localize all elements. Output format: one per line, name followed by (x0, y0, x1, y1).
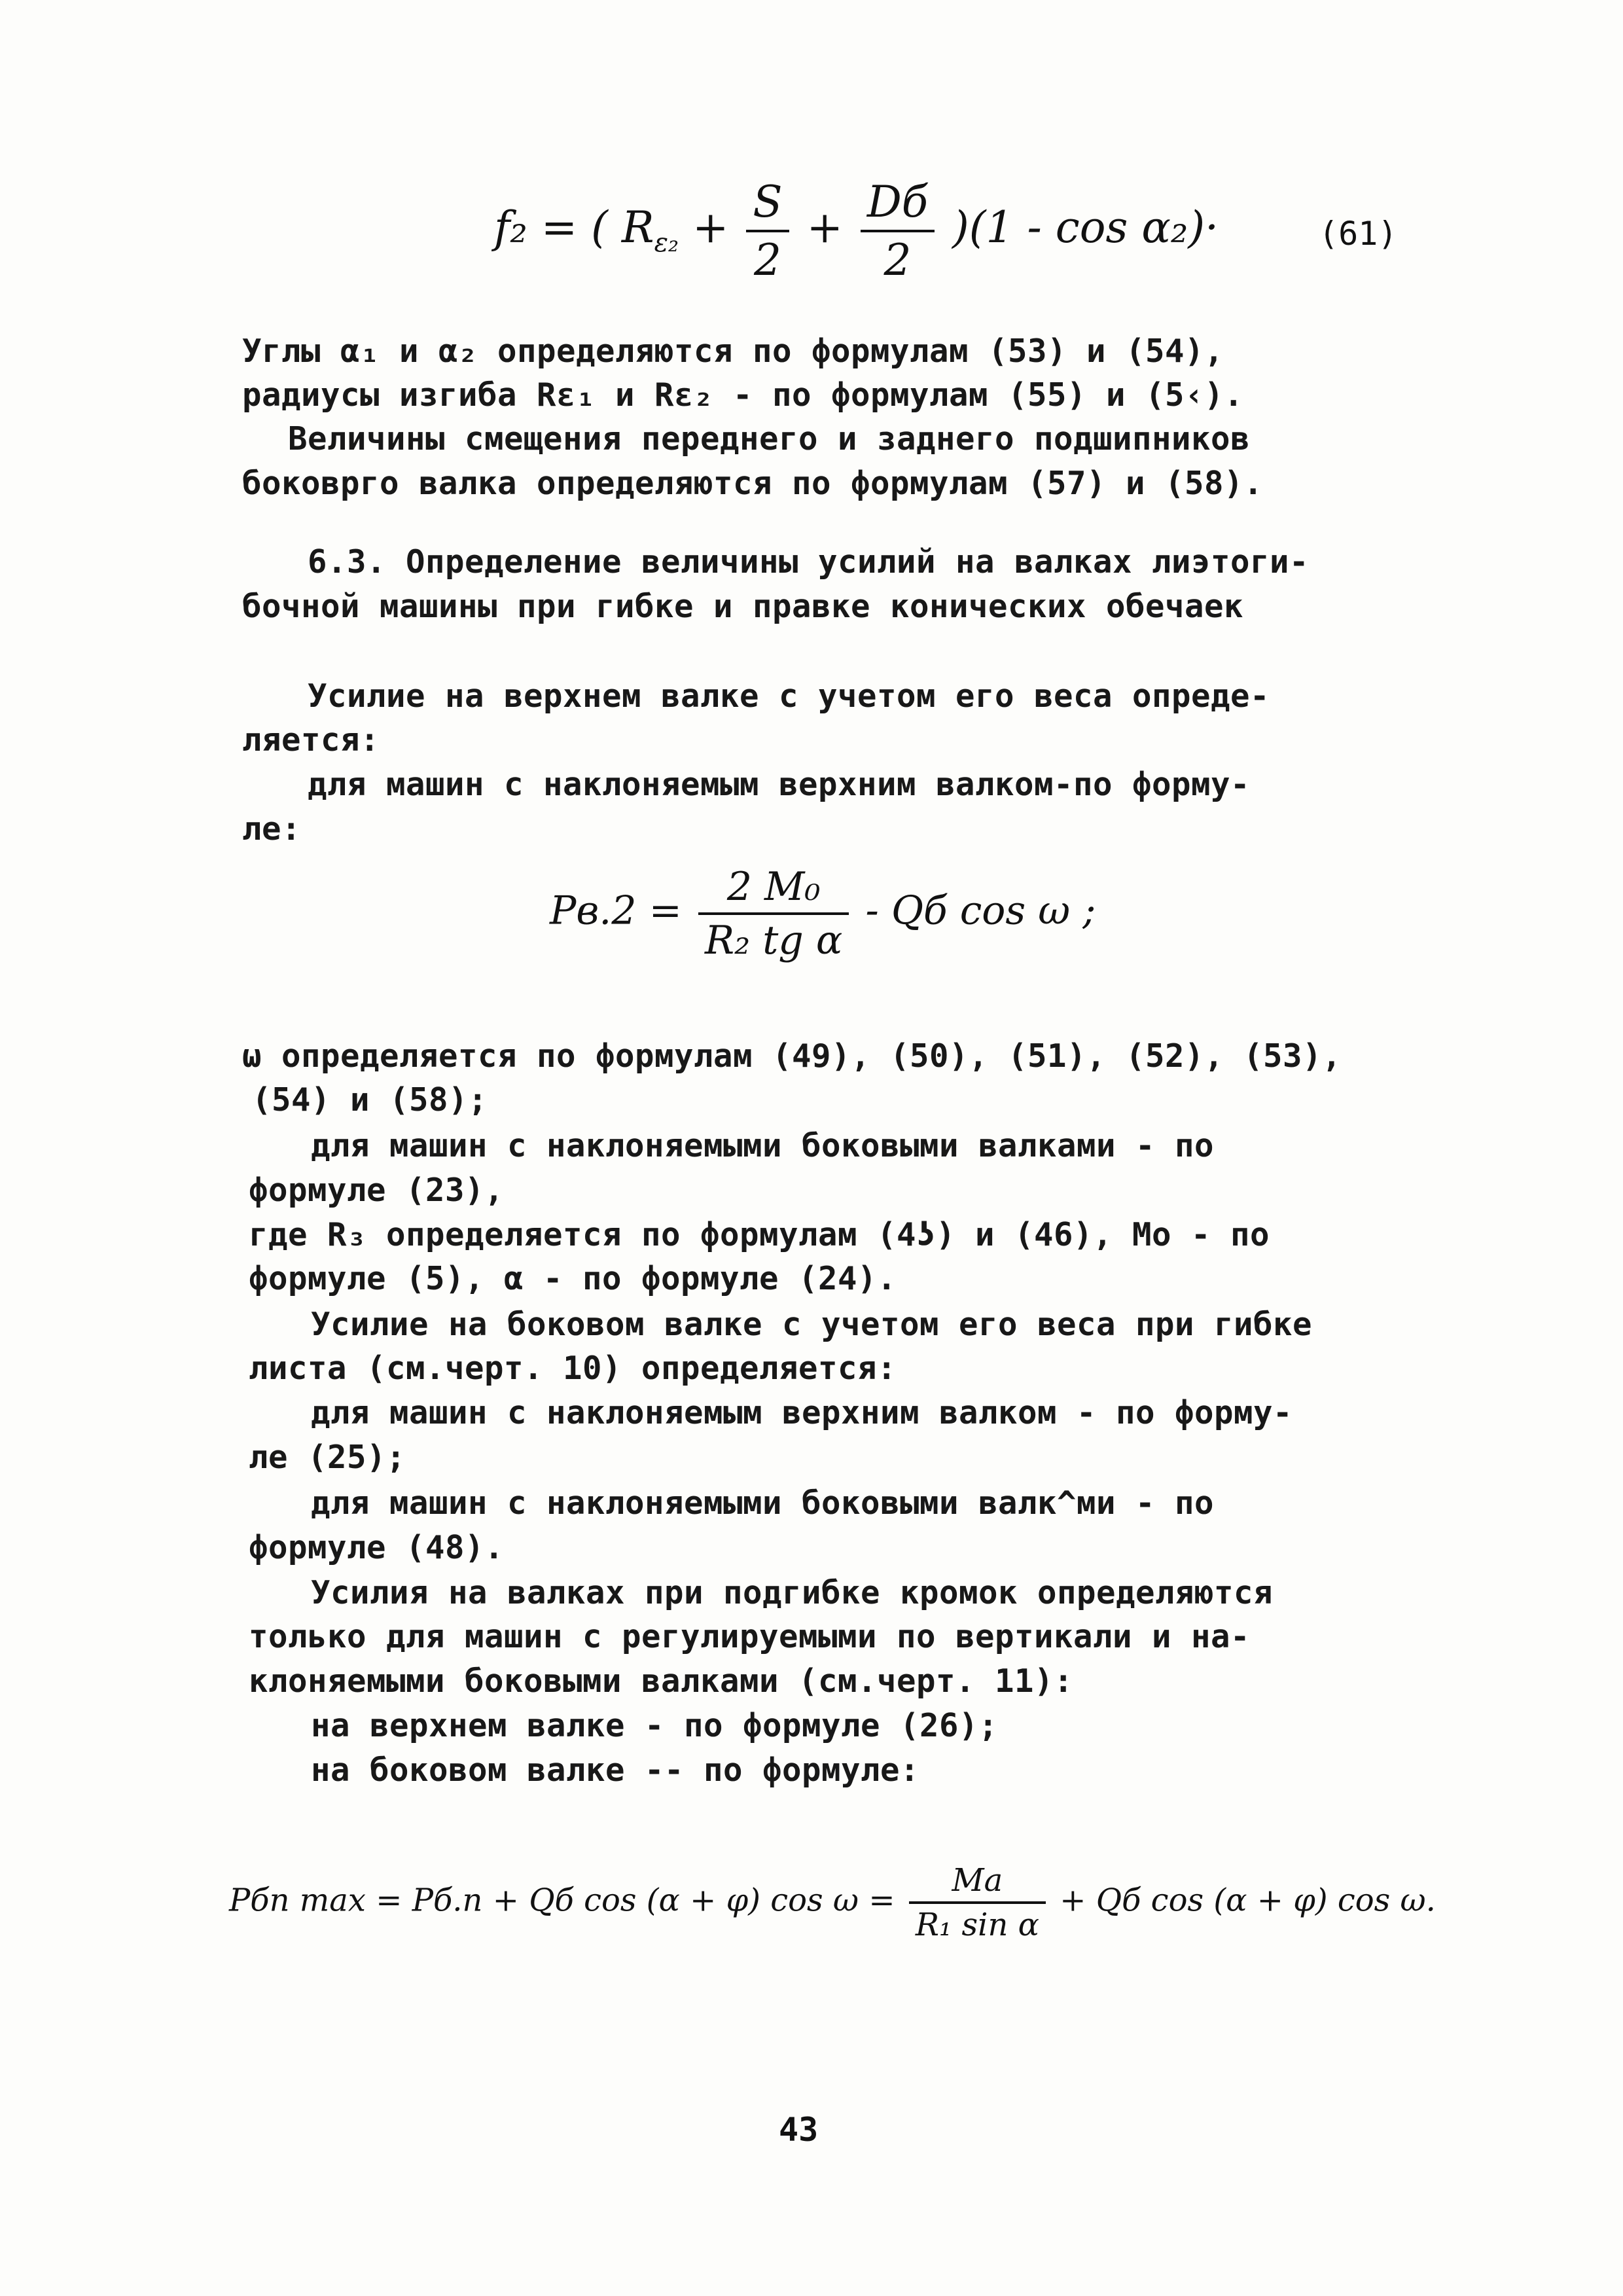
formula-61-plus2: + (806, 202, 843, 253)
section-heading-6-3-line-2: бочной машины при гибке и правке конических обечаек (242, 588, 1244, 625)
text-line-4: боковрго валка определяются по формулам (57) и (58). (242, 465, 1264, 502)
formula-61-lhs-sub: ε₂ (654, 228, 679, 259)
formula-pb-max-numerator: Mа (909, 1862, 1046, 1904)
text-line-25: клоняемыми боковыми валками (см.черт. 11): (249, 1662, 1074, 1700)
formula-61-number: (61) (1319, 215, 1398, 253)
text-line-8: ляется: (242, 721, 380, 759)
formula-61-fraction-2 (861, 177, 935, 285)
page-number: 43 (779, 2111, 819, 2149)
formula-61-frac2-denominator: 2 (883, 235, 912, 285)
text-line-18: листа (см.черт. 10) определяется: (249, 1350, 897, 1387)
text-line-16: формуле (5), α - по формуле (24). (249, 1260, 897, 1297)
formula-pb-max-lhs: Pбn max = Pб.n + Qб cos (α + φ) cos ω = (229, 1882, 895, 1919)
text-line-7: Усилие на верхнем валке с учетом его веса опреде- (308, 677, 1270, 715)
text-line-24: только для машин с регулируемыми по вертикали и на- (249, 1618, 1251, 1655)
formula-pb-max-denominator: R₁ sin α (915, 1907, 1040, 1943)
formula-pb-max-tail: + Qб cos (α + φ) cos ω. (1060, 1882, 1436, 1919)
text-line-14: формуле (23), (249, 1172, 505, 1209)
text-line-1: Углы α₁ и α₂ определяются по формулам (53) и (54), (242, 332, 1224, 370)
formula-pv2 (550, 864, 1096, 963)
formula-61-lhs: f₂ = ( R (494, 202, 654, 253)
text-line-12: (54) и (58); (252, 1081, 488, 1119)
formula-pv2-numerator: 2 M₀ (698, 864, 849, 915)
text-line-26: на верхнем валке - по формуле (26); (311, 1707, 999, 1744)
formula-61-plus1: + (692, 202, 729, 253)
formula-61-fraction-1 (746, 177, 789, 285)
formula-pv2-fraction (698, 864, 849, 963)
text-line-19: для машин с наклоняемым верхним валком - по форму- (311, 1394, 1293, 1431)
formula-61-frac2-numerator: Dб (861, 177, 935, 232)
formula-pv2-tail: - Qб cos ω ; (865, 888, 1096, 934)
text-line-23: Усилия на валках при подгибке кромок определяются (311, 1574, 1274, 1611)
text-line-9: для машин с наклоняемым верхним валком-по форму- (308, 766, 1251, 803)
formula-pv2-denominator: R₂ tg α (704, 918, 843, 963)
text-line-17: Усилие на боковом валке с учетом его веса при гибке (311, 1306, 1313, 1343)
formula-61 (494, 177, 1219, 285)
formula-pb-max (229, 1862, 1436, 1943)
text-line-11: ω определяется по формулам (49), (50), (51), (52), (53), (242, 1037, 1342, 1075)
text-line-2: радиусы изгиба Rε₁ и Rε₂ - по формулам (55) и (5‹). (242, 376, 1244, 414)
formula-pb-max-fraction (909, 1862, 1046, 1943)
text-line-13: для машин с наклоняемыми боковыми валками - по (311, 1127, 1215, 1164)
text-line-15: где R₃ определяется по формулам (4ʖ) и (46), Мо - по (249, 1216, 1270, 1253)
text-line-27: на боковом валке -- по формуле: (311, 1751, 920, 1789)
text-line-21: для машин с наклоняемыми боковыми валк^ми - по (311, 1484, 1215, 1522)
formula-61-frac1-numerator: S (746, 177, 789, 232)
formula-pv2-lhs: Pв.2 = (550, 888, 682, 934)
formula-61-tail: )(1 - cos α₂)· (952, 202, 1219, 253)
formula-61-frac1-denominator: 2 (753, 235, 781, 285)
section-heading-6-3-line-1: 6.3. Определение величины усилий на валках лиэтоги- (308, 543, 1310, 581)
text-line-10: ле: (242, 810, 302, 848)
text-line-22: формуле (48). (249, 1529, 505, 1566)
text-line-3: Величины смещения переднего и заднего подшипников (288, 420, 1251, 457)
text-line-20: ле (25); (249, 1439, 406, 1476)
